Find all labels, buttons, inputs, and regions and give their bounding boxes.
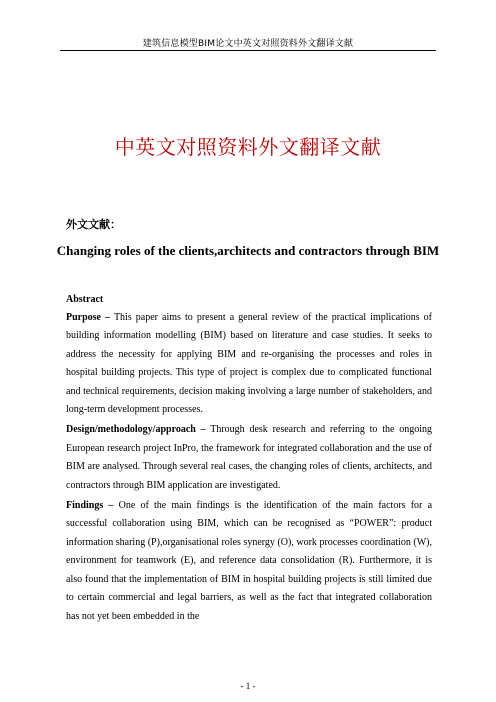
findings-paragraph <box>66 497 432 626</box>
page-number: - 1 - <box>240 681 256 691</box>
purpose-label: Purpose – <box>66 312 111 323</box>
purpose-text: This paper aims to present a general review of the practical implications of building information modelling (BIM) based on literature and case studies. It seeks to address the necessity for applying BIM and re-organising the processes and roles in hospital building projects. This type of project is complex due to complicated functional and technical requirements, decision making involving a large number of stakeholders, and long-term development processes. <box>66 312 432 416</box>
running-header: 建筑信息模型BIM论文中英文对照资料外文翻译文献 <box>142 39 354 49</box>
document-title: 中英文对照资料外文翻译文献 <box>114 135 382 159</box>
abstract-body <box>66 309 432 628</box>
design-label: Design/methodology/approach – <box>66 424 206 436</box>
abstract-heading: Abstract <box>66 294 104 305</box>
findings-text: One of the main findings is the identification of the main factors for a successful collaboration using BIM, which can be recognised as “POWER”: product information sharing (P),organisational roles synergy (O), work processes coordination (W), environment for teamwork (E), and reference data consolidation (R). Furthermore, it is also found that the implementation of BIM in hospital building projects is still limited due to certain commercial and legal barriers, as well as the fact that integrated collaboration has not yet been embedded in the <box>66 500 433 622</box>
design-text: Through desk research and referring to the ongoing European research project InPro, the framework for integrated collaboration and the use of BIM are analysed. Through several real cases, the changing roles of clients, architects, and contractors through BIM application are investigated. <box>66 424 432 491</box>
purpose-paragraph <box>66 309 432 419</box>
article-title: Changing roles of the clients,architects and contractors through BIM <box>56 243 440 258</box>
header-rule <box>60 50 436 51</box>
section-label: 外文文献： <box>66 218 121 231</box>
findings-label: Findings – <box>66 500 114 512</box>
design-paragraph <box>66 421 432 495</box>
